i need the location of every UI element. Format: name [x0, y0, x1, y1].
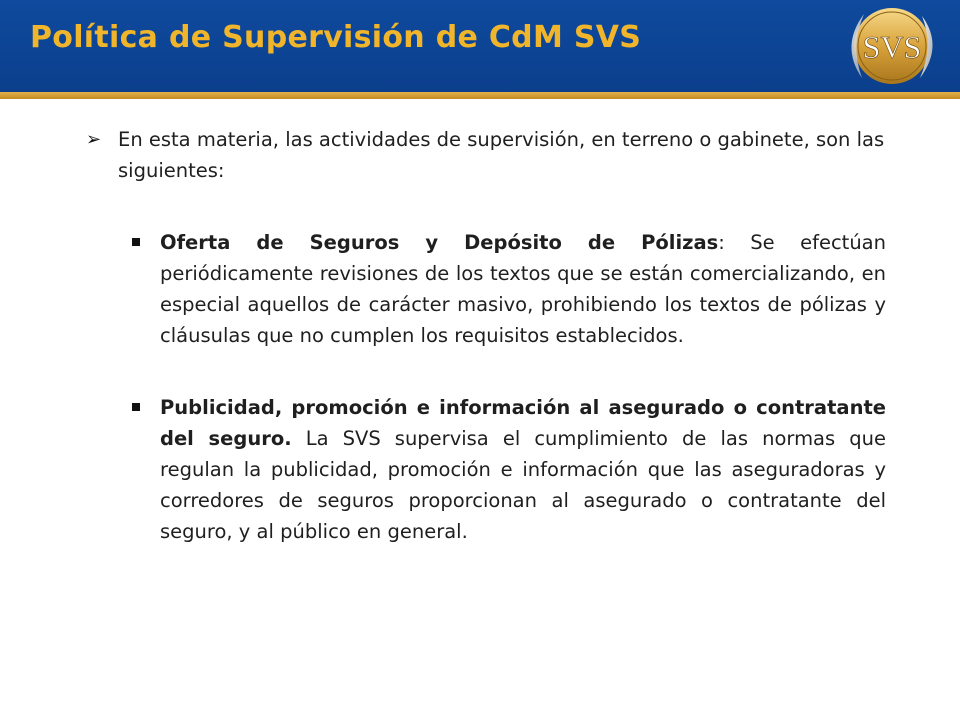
intro-text: En esta materia, las actividades de supervisión, en terreno o gabinete, son las siguientes:: [118, 128, 885, 182]
supervision-activities-list: [86, 227, 886, 547]
header-gold-rule: [0, 92, 960, 99]
page-title: Política de Supervisión de CdM SVS: [30, 20, 642, 55]
list-item: [86, 392, 886, 547]
slide-content: [86, 124, 886, 547]
square-bullet-icon: [132, 403, 140, 411]
item-body: La SVS supervisa el cumplimiento de las normas que regulan la publicidad, promoción e información que las aseguradoras y corredores de seguros proporcionan al asegurado o contratante del seguro, y al público en general.: [160, 427, 886, 543]
arrow-bullet-icon: ➢: [86, 129, 102, 150]
list-item: [86, 227, 886, 351]
item-title: Oferta de Seguros y Depósito de Pólizas: [160, 231, 719, 254]
intro-paragraph: [86, 124, 886, 186]
logo-text: SVS: [862, 29, 922, 65]
item-title: Publicidad, promoción e información al asegurado o contratante del seguro.: [160, 396, 886, 450]
square-bullet-icon: [132, 238, 140, 246]
item-separator: :: [718, 231, 725, 254]
header-bar: [0, 0, 960, 92]
svs-logo: [840, 4, 944, 88]
item-body: Se efectúan periódicamente revisiones de los textos que se están comercializando, en especial aquellos de carácter masivo, prohibiendo los textos de pólizas y cláusulas que no cumplen los requisitos establecidos.: [160, 231, 886, 347]
